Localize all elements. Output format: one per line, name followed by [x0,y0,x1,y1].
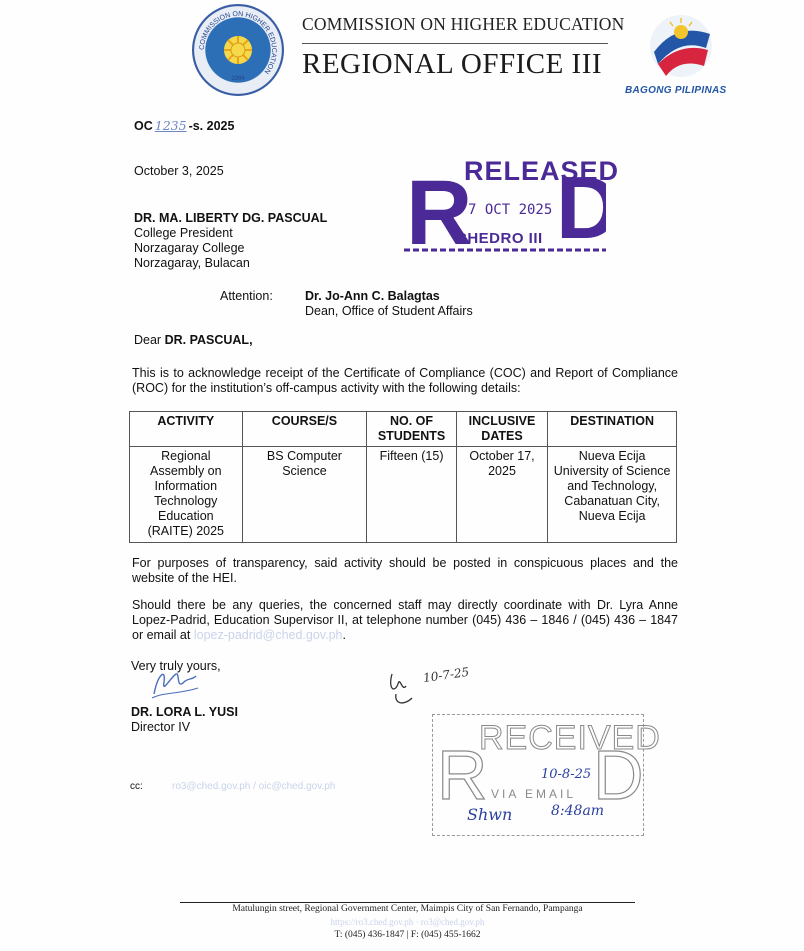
received-handwritten-date: 10-8-25 [541,767,592,782]
cell-destination: Nueva Ecija University of Science and Technology, Cabanatuan City, Nueva Ecija [548,447,677,543]
paragraph-3-text: Should there be any queries, the concerned staff may directly coordinate with Dr. Lyra Anne Lopez-Padrid, Education Supervisor II, at telephone number (045) 436 – 1846 / (045) 436 – 1847 or email at [132,598,678,642]
memo-suffix: -s. 2025 [188,119,235,133]
received-big-r: R [437,736,488,814]
activity-details-table [129,411,677,543]
seal-year: 1994 [231,76,245,82]
received-stamp [432,714,661,836]
released-word: RELEASED [464,156,620,186]
cell-students: Fifteen (15) [367,447,456,543]
contact-email-link[interactable]: lopez-padrid@ched.gov.ph [193,628,343,642]
body-paragraph-1: This is to acknowledge receipt of the Certificate of Compliance (COC) and Report of Compliance (ROC) for the institution’s off-campus activity with the following details: [132,366,678,395]
attention-label: Attention: [220,289,273,303]
footer-web[interactable]: https://ro3.ched.gov.ph · ro3@ched.gov.ph [330,917,485,927]
cc-label: cc: [130,781,143,792]
paragraph-3-end: . [342,628,346,642]
footer-address: Matulungin street, Regional Government Center, Maimpis City of San Fernando, Pampanga [232,904,583,914]
recipient-block [134,211,327,271]
recipient-institution: Norzagaray College [134,241,245,255]
header-divider [302,43,608,44]
ched-seal-icon [192,4,284,96]
agency-name: COMMISSION ON HIGHER EDUCATION [302,14,625,34]
received-via: VIA EMAIL [491,787,577,801]
table-header-cell: DESTINATION [548,412,677,447]
released-date: 7 OCT 2025 [468,202,553,218]
salutation-name: DR. PASCUAL, [164,333,253,347]
cc-value: ro3@ched.gov.ph / oic@ched.gov.ph [172,781,336,792]
salutation [134,333,253,348]
attention-position: Dean, Office of Student Affairs [305,304,473,318]
recipient-address: Norzagaray, Bulacan [134,256,250,270]
released-office: CHEDRO III [456,230,543,247]
cell-dates: October 17, 2025 [456,447,548,543]
released-big-d: D [556,158,606,257]
recipient-name: DR. MA. LIBERTY DG. PASCUAL [134,211,328,225]
received-handwritten-name: Shwn [467,805,513,824]
cell-activity: Regional Assembly on Information Technology Education (RAITE) 2025 [130,447,243,543]
table-row [130,447,677,543]
received-word: RECEIVED [479,719,661,757]
memo-number [134,118,234,134]
received-big-d: D [593,736,643,814]
complimentary-close: Very truly yours, [131,659,221,673]
salutation-prefix: Dear [134,333,162,347]
released-big-r: R [406,162,473,262]
cell-course: BS Computer Science [242,447,367,543]
table-header-cell: INCLUSIVE DATES [456,412,548,447]
initial-note-date: 10-7-25 [422,664,471,686]
table-header-row [130,412,677,447]
body-paragraph-2: For purposes of transparency, said activity should be posted in conspicuous places and the website of the HEI. [132,556,678,585]
memo-prefix: OC [134,119,153,133]
office-name: REGIONAL OFFICE III [302,48,603,80]
body-paragraph-3 [132,598,678,643]
signatory-name: DR. LORA L. YUSI [131,705,238,719]
table-header-cell: NO. OF STUDENTS [367,412,456,447]
footer-phone: T: (045) 436-1847 | F: (045) 455-1662 [334,930,481,940]
seal-ring-text: COMMISSION ON HIGHER EDUCATION [198,10,278,75]
footer-divider [180,902,635,903]
director-signature-icon [146,664,206,709]
handwritten-initials-icon [384,664,424,715]
memo-number-handwritten: 1235 [154,118,187,133]
bagong-pilipinas-logo-icon [640,12,722,84]
table-header-cell: COURSE/S [242,412,367,447]
attention-block [305,289,473,319]
table-header-cell: ACTIVITY [130,412,243,447]
received-handwritten-time: 8:48am [551,803,605,819]
recipient-title: College President [134,226,233,240]
signatory-position: Director IV [131,720,191,734]
logo-caption: BAGONG PILIPINAS [625,85,727,96]
attention-name: Dr. Jo-Ann C. Balagtas [305,289,440,303]
letter-date: October 3, 2025 [134,164,224,178]
released-stamp [404,152,620,262]
